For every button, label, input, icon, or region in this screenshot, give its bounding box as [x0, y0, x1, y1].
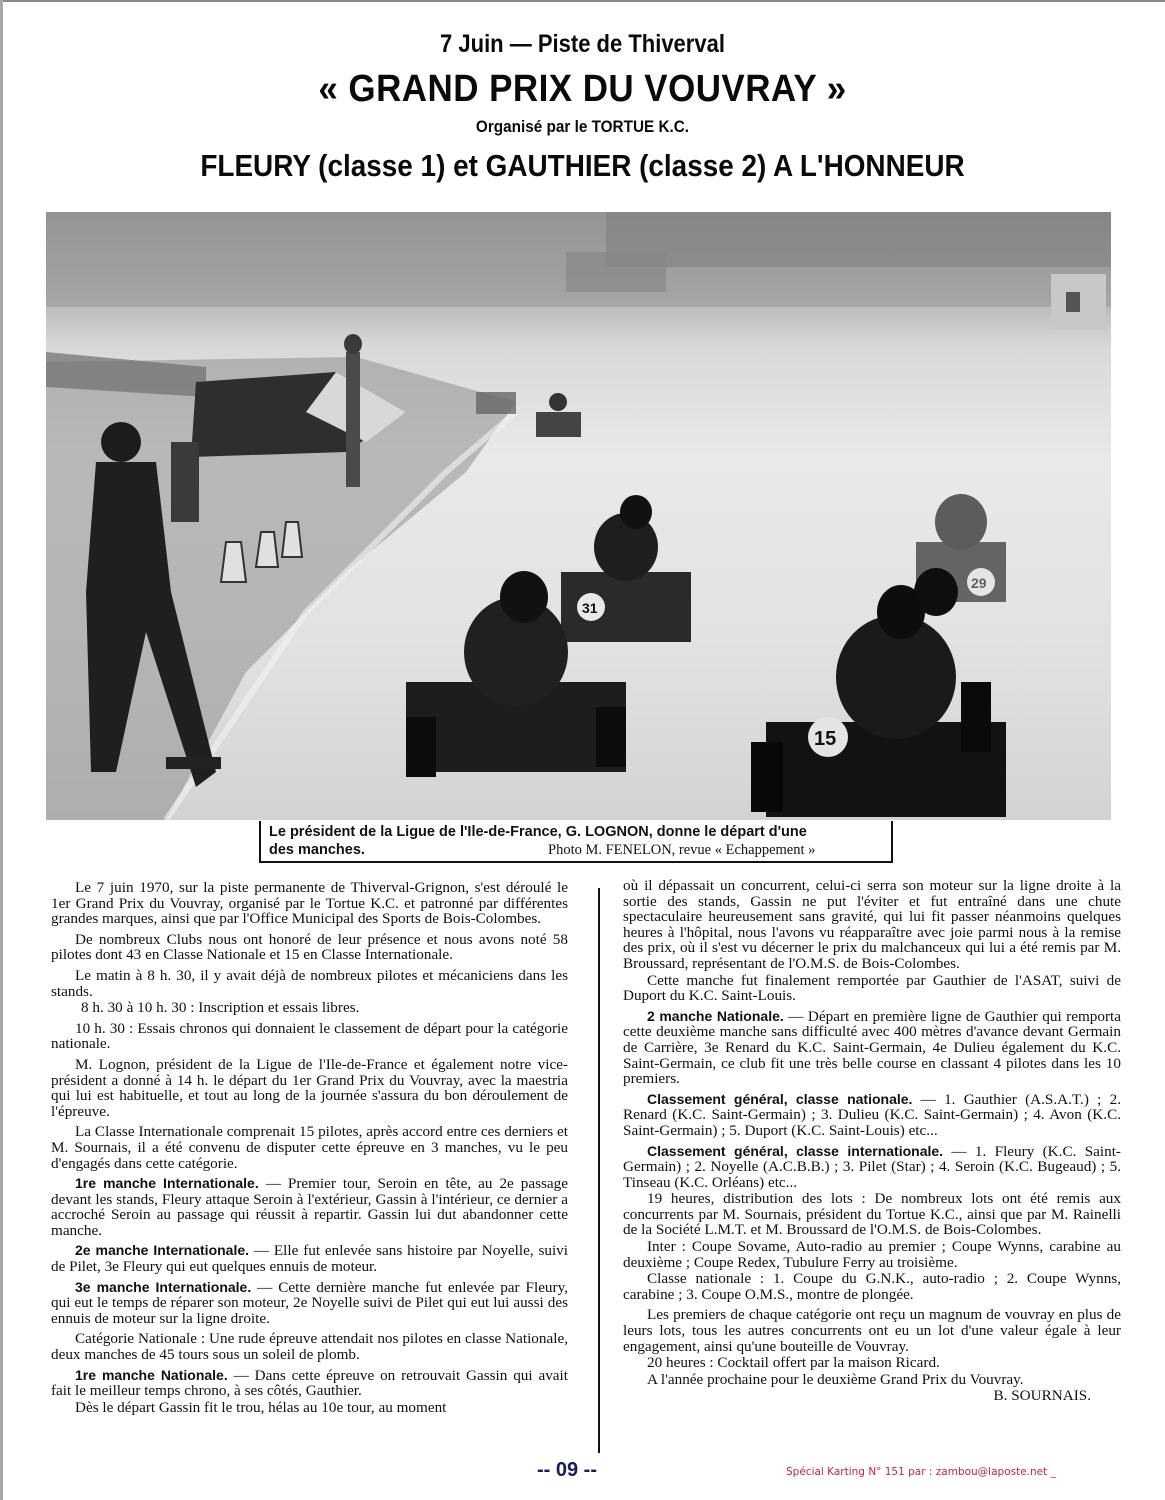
organizer-line: Organisé par le TORTUE K.C. — [475, 117, 690, 136]
svg-text:29: 29 — [971, 575, 987, 591]
page-number: -- 09 -- — [537, 1459, 597, 1481]
caption-line-1: Le président de la Ligue de l'Ile-de-France, G. LOGNON, donne le départ d'une — [269, 824, 807, 840]
paragraph-2-manche-nationale: 2 manche Nationale. — Départ en première ligne de Gauthier qui remporta cette deuxième manche sans difficulté avec 400 mètres d'avance devant Germain de Carrière, 3e Renard du K.C. Saint-Germain, 4e Dulieu également du K.C. Saint-Germain, ce club fit une très belle course en classant 4 pilotes dans les 10 premiers. — [623, 1007, 1121, 1088]
paragraph-1re-manche-nationale: 1re manche Nationale. — Dans cette épreuve on retrouvait Gassin qui avait fait le meilleur temps chrono, à ses côtés, Gauthier. — [51, 1366, 568, 1400]
svg-text:31: 31 — [582, 600, 598, 616]
kart-15 — [751, 568, 1006, 817]
paragraph-2e-manche-internationale: 2e manche Internationale. — Elle fut enlevée sans histoire par Noyelle, suivi de Pilet, 3e Fleury qui eut quelques ennuis de moteur. — [51, 1242, 568, 1276]
kart-31 — [561, 495, 691, 642]
caption-line-2 — [269, 841, 883, 859]
paragraph-closing: A l'année prochaine pour le deuxième Grand Prix du Vouvray. — [647, 1370, 1024, 1388]
article-title: « GRAND PRIX DU VOUVRAY » — [318, 68, 847, 110]
paragraph: 8 h. 30 à 10 h. 30 : Inscription et essais libres. — [81, 999, 360, 1017]
article-column-left — [51, 880, 568, 1420]
paragraph-distribution-lots: 19 heures, distribution des lots : De nombreux lots ont été remis aux concurrents par M. Sournais, président du Tortue K.C., ainsi que par M. Rainelli de la Société L.M.T. et M. Broussard de l'O.M.S. de Bois-Colombes. — [623, 1190, 1121, 1239]
scan-credit: Spécial Karting N° 151 par : zambou@laposte.net _ — [786, 1466, 1056, 1478]
caption-line-2-text: des manches. — [269, 842, 365, 858]
paragraph: Cette manche fut finalement remportée par Gauthier de l'ASAT, suivi de Duport du K.C. Saint-Louis. — [623, 971, 1121, 1005]
article-column-right — [623, 878, 1121, 1404]
race-photo — [46, 212, 1111, 820]
race-photo-illustration — [46, 212, 1111, 820]
paragraph-prizes-inter: Inter : Coupe Sovame, Auto-radio au premier ; Coupe Wynns, carabine au deuxième ; Coupe Redex, Tubulure Ferry au troisième. — [623, 1238, 1121, 1271]
paragraph-classement-nationale: Classement général, classe nationale. — 1. Gauthier (A.S.A.T.) ; 2. Renard (K.C. Saint-Germain) ; 3. Dulieu (K.C. Saint-Germain) ; 4. Avon (K.C. Saint-Germain) ; 5. Duport (K.C. Saint-Louis) etc... — [623, 1090, 1121, 1139]
paragraph-cocktail: 20 heures : Cocktail offert par la maison Ricard. — [647, 1354, 940, 1372]
page-border-top — [0, 0, 1165, 2]
paragraph: La Classe Internationale comprenait 15 pilotes, après accord entre ces derniers et M. Sournais, il a été convenu de disputer cette épreuve en 3 manches, vu le peu d'engagés dans cette catégorie. — [51, 1123, 568, 1172]
page-border-left — [0, 0, 3, 1500]
article-headline: FLEURY (classe 1) et GAUTHIER (classe 2) A L'HONNEUR — [200, 148, 965, 183]
paragraph: 10 h. 30 : Essais chronos qui donnaient le classement de départ pour la catégorie nationale. — [51, 1019, 568, 1053]
paragraph: où il dépassait un concurrent, celui-ci serra son moteur sur la ligne droite à la sortie des stands, Gassin ne put l'éviter et fut entraîné dans une chute spectaculaire heureusement sans gravité, qui lui fit passer néanmoins quelques heures à l'hôpital, nous l'avons vu réapparaître avec joie parmi nous à la remise des prix, où il s'est vu décerner le prix du malchanceux qui lui a été remis par M. Broussard, représentant de l'O.M.S. de Bois-Colombes. — [623, 877, 1121, 972]
paragraph: Le matin à 8 h. 30, il y avait déjà de nombreux pilotes et mécaniciens dans les stands. — [51, 966, 568, 1000]
paragraph-3e-manche-internationale: 3e manche Internationale. — Cette dernière manche fut enlevée par Fleury, qui eut le temps de réparer son moteur, 2e Noyelle suivi de Pilet qui eut lui aussi des ennuis de moteur sur la ligne droite. — [51, 1278, 568, 1327]
photo-caption — [259, 821, 893, 863]
paragraph-magnum: Les premiers de chaque catégorie ont reçu un magnum de vouvray en plus de leurs lots, tous les autres concurrents ont eu un lot d'une valeur égale à leur engagement, ainsi qu'une bouteille de Vouvray. — [623, 1306, 1121, 1355]
paragraph-classement-internationale: Classement général, classe internationale. — 1. Fleury (K.C. Saint-Germain) ; 2. Noyelle (A.C.B.B.) ; 3. Pilet (Star) ; 4. Seroin (K.C. Bugeaud) ; 5. Tinseau (K.C. Orléans) etc... — [623, 1142, 1121, 1191]
author-signature: B. SOURNAIS. — [993, 1387, 1091, 1405]
event-date-location: 7 Juin — Piste de Thiverval — [440, 30, 725, 58]
paragraph-categorie-nationale: Catégorie Nationale : Une rude épreuve attendait nos pilotes en classe Nationale, deux manches de 45 tours sous un soleil de plomb. — [51, 1330, 568, 1364]
paragraph: M. Lognon, président de la Ligue de l'Ile-de-France et également notre vice-président a donné à 14 h. le départ du 1er Grand Prix du Vouvray, avec la maestria qui lui est habituelle, et tout au long de la journée s'assura du bon déroulement de l'épreuve. — [51, 1055, 568, 1120]
paragraph: Le 7 juin 1970, sur la piste permanente de Thiverval-Grignon, s'est déroulé le 1er Grand Prix du Vouvray, organisé par le Tortue K.C. et patronné par différentes grandes marques, ainsi que par l'Office Municipal des Sports de Bois-Colombes. — [51, 879, 568, 928]
column-divider — [598, 888, 600, 1453]
paragraph-1re-manche-internationale: 1re manche Internationale. — Premier tour, Seroin en tête, au 2e passage devant les stands, Fleury attaque Seroin à l'extérieur, Gassin à l'intérieur, ce dernier a accroché Seroin au passage qui réussit à repartir. Gassin lui dut abandonner cette manche. — [51, 1175, 568, 1239]
paragraph: Dès le départ Gassin fit le trou, hélas au 10e tour, au moment — [75, 1398, 447, 1416]
paragraph: De nombreux Clubs nous ont honoré de leur présence et nous avons noté 58 pilotes dont 43 en Classe Nationale et 15 en Classe Internationale. — [51, 930, 568, 964]
svg-text:15: 15 — [814, 728, 837, 750]
photo-credit: Photo M. FENELON, revue « Echappement » — [548, 842, 816, 858]
paragraph-prizes-nationale: Classe nationale : 1. Coupe du G.N.K., auto-radio ; 2. Coupe Wynns, carabine ; 3. Coupe O.M.S., montre de plongée. — [623, 1270, 1121, 1303]
